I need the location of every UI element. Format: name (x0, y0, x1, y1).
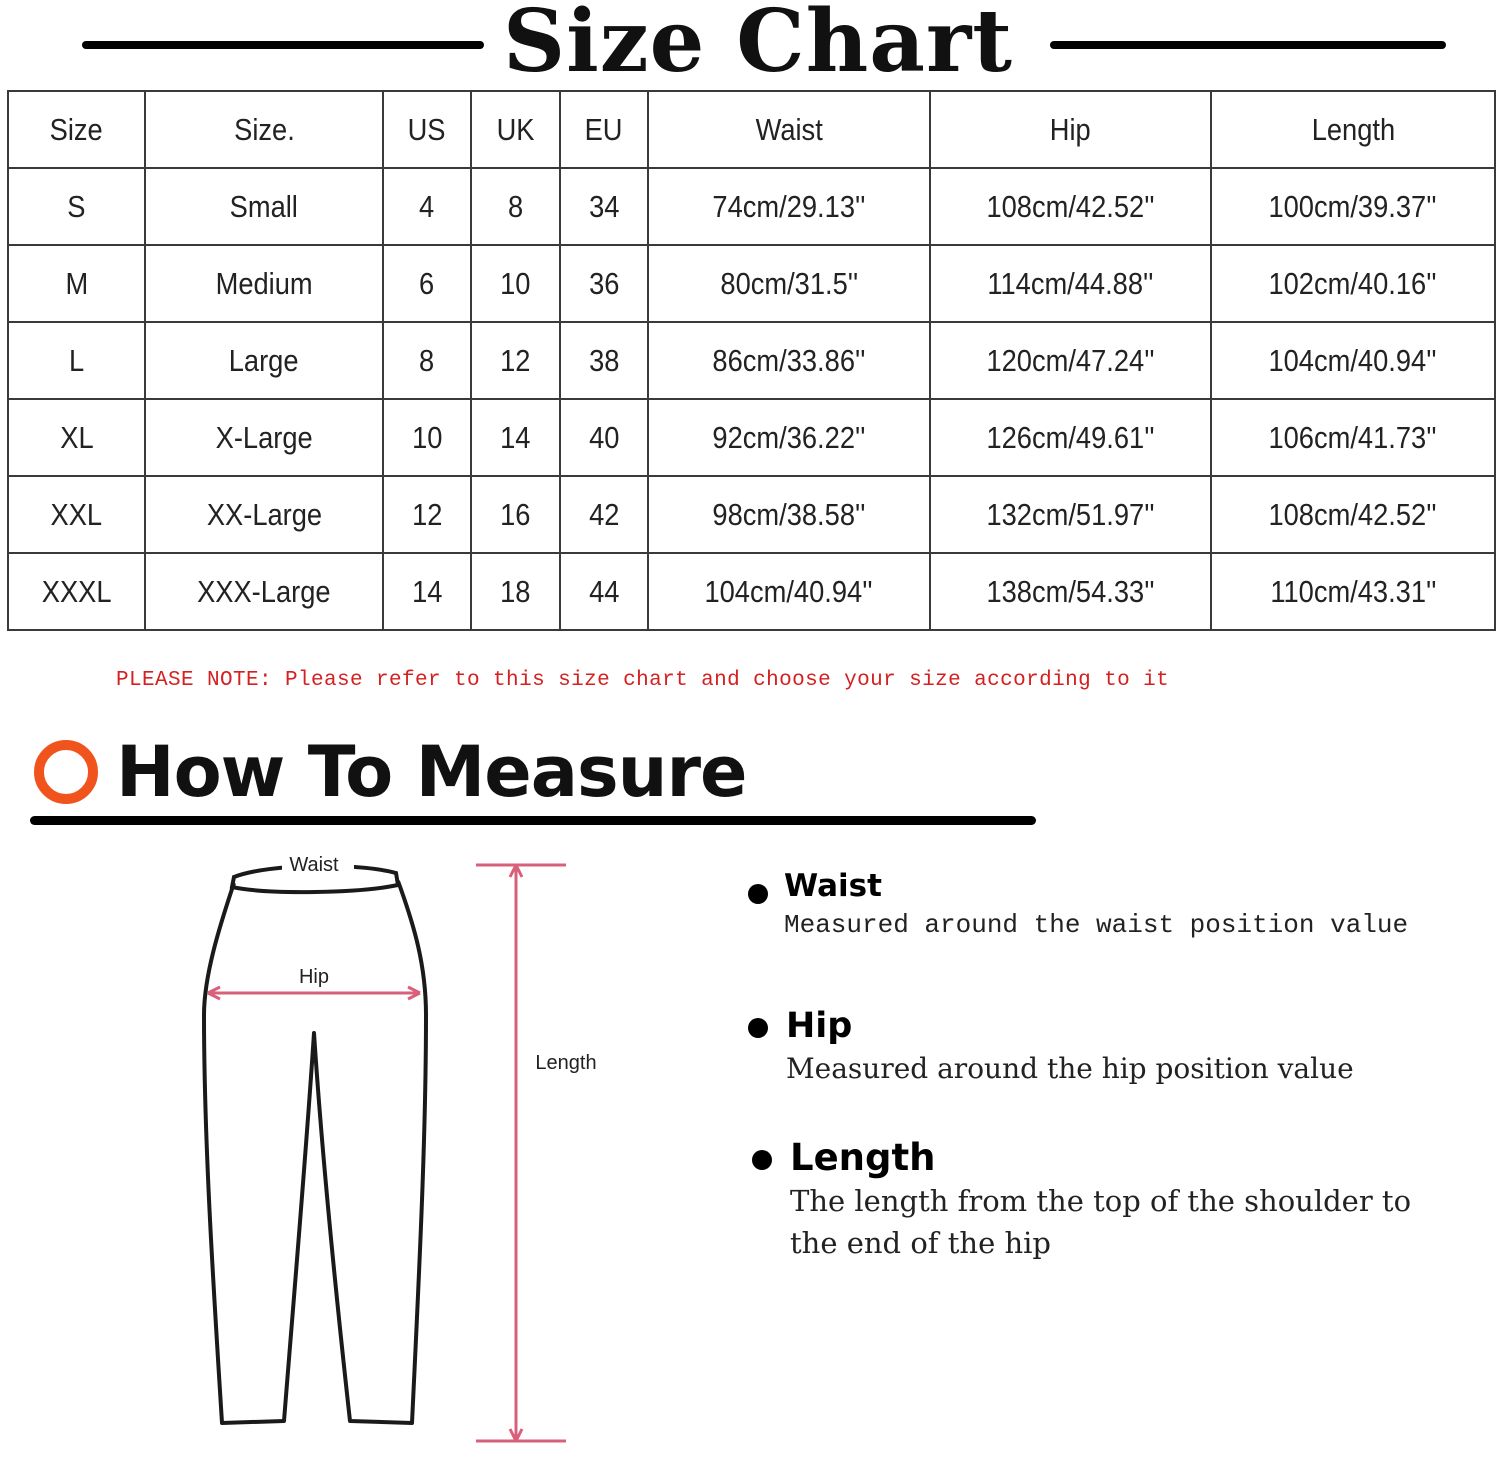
table-cell: 138cm/54.33'' (930, 553, 1211, 630)
table-row (8, 245, 1495, 322)
section-rule (30, 816, 1036, 825)
table-cell: 10 (471, 245, 560, 322)
size-chart-header (0, 0, 1500, 92)
diagram-waist-label: Waist (289, 854, 339, 876)
measure-item-title: Hip (786, 1006, 853, 1046)
measure-item-title: Length (790, 1136, 936, 1179)
table-row (8, 168, 1495, 245)
table-cell: 102cm/40.16'' (1211, 245, 1495, 322)
table-cell: 106cm/41.73'' (1211, 399, 1495, 476)
table-cell: 86cm/33.86'' (648, 322, 930, 399)
diagram-length-label: Length (535, 1052, 597, 1074)
page-title: Size Chart (502, 0, 1013, 92)
size-table (7, 90, 1496, 631)
table-row (8, 553, 1495, 630)
table-row (8, 322, 1495, 399)
ring-icon (34, 740, 98, 804)
table-cell: 12 (383, 476, 471, 553)
table-cell: 18 (471, 553, 560, 630)
column-header: US (383, 91, 471, 168)
table-cell: 14 (471, 399, 560, 476)
table-cell: XXX-Large (145, 553, 383, 630)
table-cell: 34 (560, 168, 648, 245)
table-cell: Small (145, 168, 383, 245)
table-cell: M (8, 245, 145, 322)
table-header-row (8, 91, 1495, 168)
table-cell: 38 (560, 322, 648, 399)
column-header: Hip (930, 91, 1211, 168)
table-cell: Medium (145, 245, 383, 322)
bullet-icon (752, 1150, 772, 1170)
table-cell: 110cm/43.31'' (1211, 553, 1495, 630)
column-header: Size (8, 91, 145, 168)
table-cell: 104cm/40.94'' (1211, 322, 1495, 399)
table-cell: 74cm/29.13'' (648, 168, 930, 245)
table-cell: 98cm/38.58'' (648, 476, 930, 553)
table-cell: XL (8, 399, 145, 476)
column-header: Waist (648, 91, 930, 168)
table-cell: 126cm/49.61'' (930, 399, 1211, 476)
table-cell: 14 (383, 553, 471, 630)
table-cell: 80cm/31.5'' (648, 245, 930, 322)
table-row (8, 399, 1495, 476)
pants-diagram (190, 845, 610, 1455)
table-cell: 92cm/36.22'' (648, 399, 930, 476)
table-cell: 104cm/40.94'' (648, 553, 930, 630)
table-cell: S (8, 168, 145, 245)
measure-item-title: Waist (784, 868, 882, 904)
table-cell: 8 (471, 168, 560, 245)
measure-item-desc: Measured around the waist position value (784, 910, 1409, 940)
bullet-icon (748, 884, 768, 904)
table-cell: 10 (383, 399, 471, 476)
diagram-hip-label: Hip (298, 966, 330, 988)
table-cell: 40 (560, 399, 648, 476)
table-cell: XX-Large (145, 476, 383, 553)
measure-item-desc: the end of the hip (790, 1226, 1051, 1260)
column-header: Length (1211, 91, 1495, 168)
table-cell: 120cm/47.24'' (930, 322, 1211, 399)
column-header: Size. (145, 91, 383, 168)
title-rule-left (82, 41, 484, 49)
how-to-measure-header (30, 730, 1040, 830)
table-cell: 132cm/51.97'' (930, 476, 1211, 553)
table-cell: 4 (383, 168, 471, 245)
title-rule-right (1050, 41, 1446, 49)
table-cell: 108cm/42.52'' (930, 168, 1211, 245)
column-header: UK (471, 91, 560, 168)
table-cell: 6 (383, 245, 471, 322)
bullet-icon (748, 1018, 768, 1038)
table-cell: 16 (471, 476, 560, 553)
table-cell: Large (145, 322, 383, 399)
size-note: PLEASE NOTE: Please refer to this size chart and choose your size according to it (116, 669, 1170, 692)
table-cell: 36 (560, 245, 648, 322)
table-cell: 44 (560, 553, 648, 630)
table-cell: 108cm/42.52'' (1211, 476, 1495, 553)
measure-item-desc: Measured around the hip position value (786, 1052, 1354, 1085)
section-title: How To Measure (116, 731, 747, 813)
measure-item-desc: The length from the top of the shoulder to (790, 1184, 1412, 1218)
table-cell: 114cm/44.88'' (930, 245, 1211, 322)
pants-outline (204, 881, 426, 1423)
table-cell: 42 (560, 476, 648, 553)
table-cell: X-Large (145, 399, 383, 476)
table-cell: XXXL (8, 553, 145, 630)
table-cell: L (8, 322, 145, 399)
table-cell: 100cm/39.37'' (1211, 168, 1495, 245)
table-cell: XXL (8, 476, 145, 553)
column-header: EU (560, 91, 648, 168)
table-cell: 12 (471, 322, 560, 399)
table-row (8, 476, 1495, 553)
table-cell: 8 (383, 322, 471, 399)
